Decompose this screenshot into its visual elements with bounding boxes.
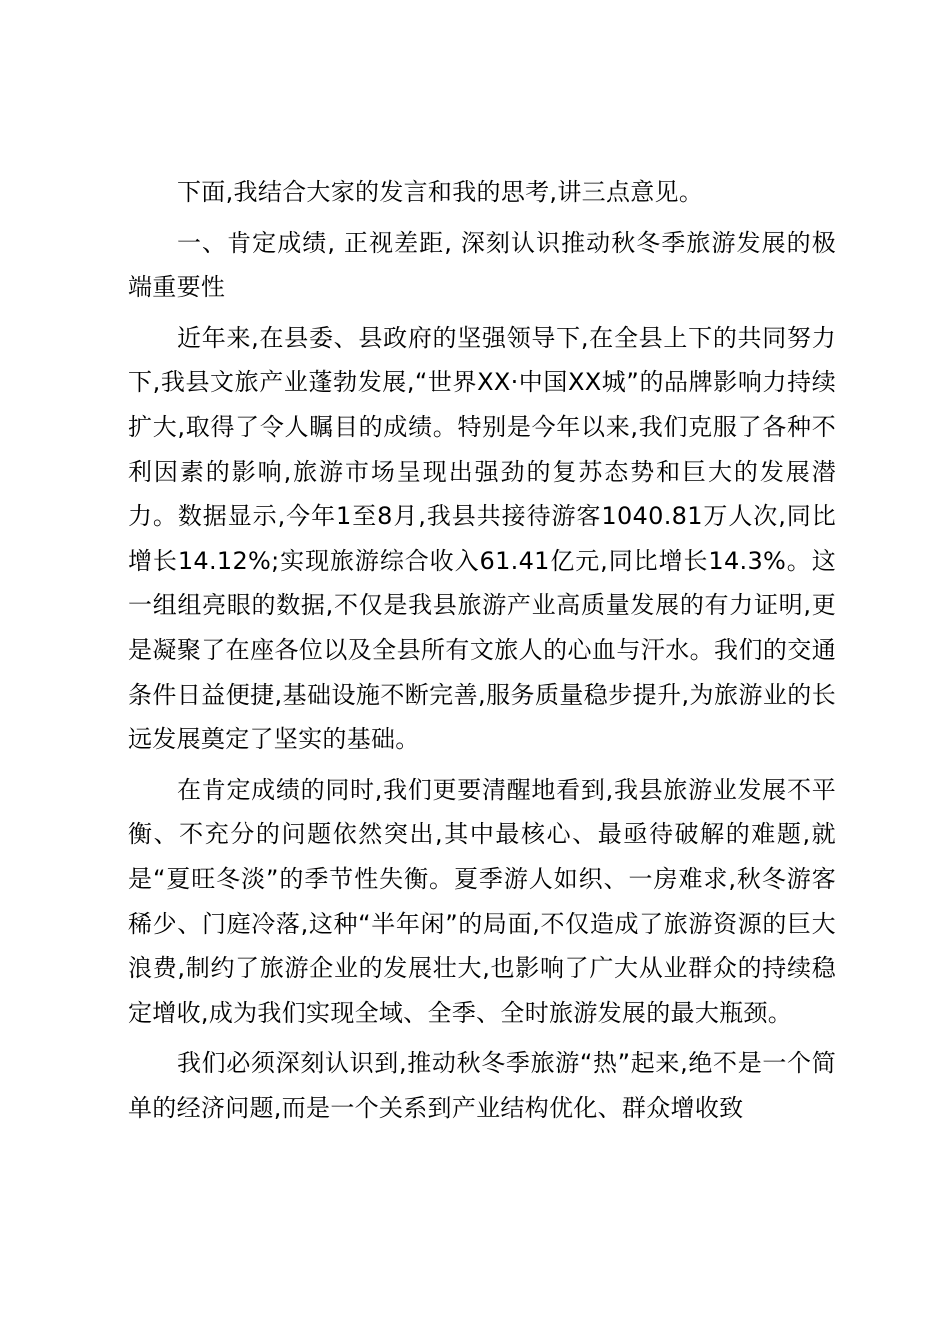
document-body [128,170,836,1136]
achievements-paragraph: 近年来,在县委、县政府的坚强领导下,在全县上下的共同努力下,我县文旅产业蓬勃发展,“世界XX·中国XX城”的品牌影响力持续扩大,取得了令人瞩目的成绩。特别是今年以来,我们克服了各种不利因素的影响,旅游市场呈现出强劲的复苏态势和巨大的发展潜力。数据显示,今年1至8月,我县共接待游客1040.81万人次,同比增长14.12%;实现旅游综合收入61.41亿元,同比增长14.3%。这一组组亮眼的数据,不仅是我县旅游产业高质量发展的有力证明,更是凝聚了在座各位以及全县所有文旅人的心血与汗水。我们的交通条件日益便捷,基础设施不断完善,服务质量稳步提升,为旅游业的长远发展奠定了坚实的基础。 [128,323,836,754]
significance-paragraph: 我们必须深刻认识到,推动秋冬季旅游“热”起来,绝不是一个简单的经济问题,而是一个关系到产业结构优化、群众增收致 [128,1049,836,1122]
problems-paragraph: 在肯定成绩的同时,我们更要清醒地看到,我县旅游业发展不平衡、不充分的问题依然突出,其中最核心、最亟待破解的难题,就是“夏旺冬淡”的季节性失衡。夏季游人如织、一房难求,秋冬游客稀少、门庭冷落,这种“半年闲”的局面,不仅造成了旅游资源的巨大浪费,制约了旅游企业的发展壮大,也影响了广大从业群众的持续稳定增收,成为我们实现全域、全季、全时旅游发展的最大瓶颈。 [128,775,836,1027]
intro-paragraph: 下面,我结合大家的发言和我的思考,讲三点意见。 [177,178,704,206]
section-heading: 一、肯定成绩, 正视差距, 深刻认识推动秋冬季旅游发展的极端重要性 [128,228,836,302]
